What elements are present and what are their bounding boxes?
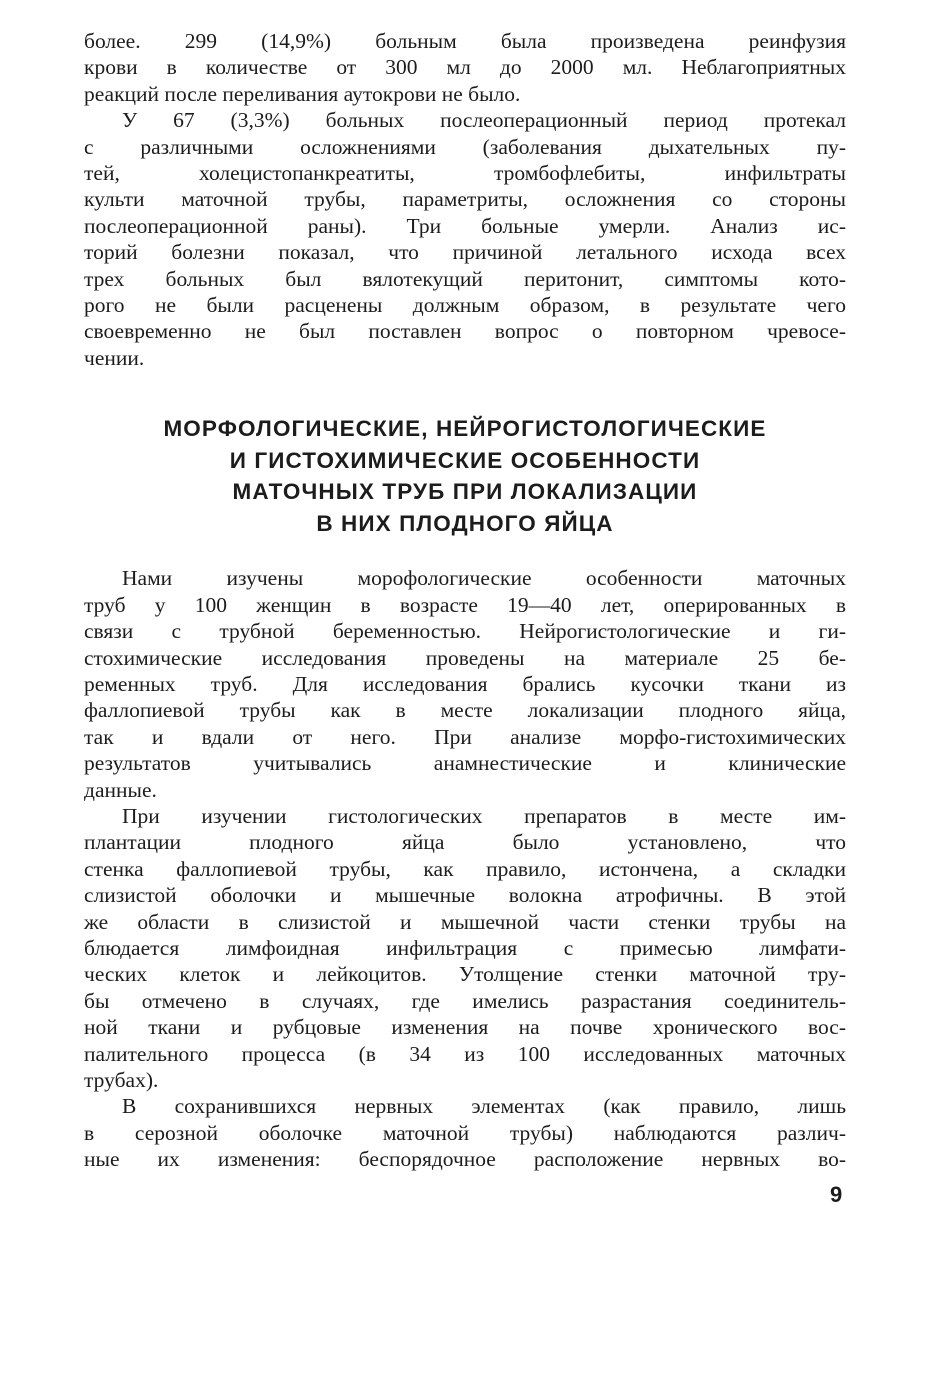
text-line: же области в слизистой и мышечной части стенки трубы на: [84, 909, 846, 934]
text-line: стенка фаллопиевой трубы, как правило, истончена, а складки: [84, 856, 846, 881]
text-line: слизистой оболочки и мышечные волокна атрофичны. В этой: [84, 883, 846, 908]
text-line: У 67 (3,3%) больных послеоперационный период протекал: [122, 108, 846, 133]
text-line: связи с трубной беременностью. Нейрогистологические и ги-: [84, 619, 846, 644]
text-line: так и вдали от него. При анализе морфо-гистохимических: [84, 724, 846, 749]
text-line: ческих клеток и лейкоцитов. Утолщение стенки маточной тру-: [84, 962, 846, 987]
text-line: культи маточной трубы, параметриты, осложнения со стороны: [84, 187, 846, 212]
text-line: фаллопиевой трубы как в месте локализации плодного яйца,: [84, 698, 846, 723]
paragraph-histology: [84, 803, 846, 1093]
paragraph-reinfusion: [84, 28, 846, 107]
text-line: В сохранившихся нервных элементах (как правило, лишь: [122, 1094, 846, 1119]
section-heading: [84, 413, 846, 539]
text-line: тей, холецистопанкреатиты, тромбофлебиты, инфильтраты: [84, 161, 846, 186]
text-line: крови в количестве от 300 мл до 2000 мл. Неблагоприятных: [84, 55, 846, 80]
text-line: ные их изменения: беспорядочное расположение нервных во-: [84, 1147, 846, 1172]
text-line: плантации плодного яйца было установлено, что: [84, 830, 846, 855]
text-line: трех больных был вялотекущий перитонит, симптомы кото-: [84, 266, 846, 291]
text-line: трубах).: [84, 1068, 159, 1092]
text-line: ной ткани и рубцовые изменения на почве хронического вос-: [84, 1015, 846, 1040]
page-number: 9: [830, 1182, 843, 1207]
text-line: палительного процесса (в 34 из 100 исследованных маточных: [84, 1041, 846, 1066]
paragraph-nerve-elements: [84, 1093, 846, 1172]
text-line: чении.: [84, 345, 145, 370]
text-line: При изучении гистологических препаратов в месте им-: [122, 803, 846, 828]
text-line: блюдается лимфоидная инфильтрация с примесью лимфати-: [84, 935, 846, 960]
text-line: рого не были расценены должным образом, в результате чего: [84, 293, 846, 318]
text-line: труб у 100 женщин в возрасте 19—40 лет, оперированных в: [84, 592, 846, 617]
page-body: [84, 28, 846, 1173]
text-line: результатов учитывались анамнестические и клинические: [84, 751, 846, 776]
text-line: с различными осложнениями (заболевания дыхательных пу-: [84, 134, 846, 159]
text-line: послеоперационной раны). Три больные умерли. Анализ ис-: [84, 213, 846, 238]
text-line: реакций после переливания аутокрови не было.: [84, 81, 521, 106]
heading-line: МОРФОЛОГИЧЕСКИЕ, НЕЙРОГИСТОЛОГИЧЕСКИЕ: [163, 416, 767, 442]
text-line: данные.: [84, 777, 157, 802]
paragraph-complications: [84, 107, 846, 371]
text-line: более. 299 (14,9%) больным была произведена реинфузия: [84, 29, 846, 53]
text-line: ременных труб. Для исследования брались кусочки ткани из: [84, 671, 846, 696]
text-line: своевременно не был поставлен вопрос о повторном чревосе-: [84, 319, 846, 344]
text-line: в серозной оболочке маточной трубы) наблюдаются различ-: [84, 1120, 846, 1145]
heading-line: В НИХ ПЛОДНОГО ЯЙЦА: [316, 510, 614, 536]
text-line: торий болезни показал, что причиной летального исхода всех: [84, 240, 846, 265]
text-line: стохимические исследования проведены на материале 25 бе-: [84, 645, 846, 670]
paragraph-study-description: [84, 565, 846, 803]
text-line: Нами изучены морофологические особенности маточных: [122, 566, 846, 591]
heading-line: МАТОЧНЫХ ТРУБ ПРИ ЛОКАЛИЗАЦИИ: [232, 479, 698, 505]
heading-line: И ГИСТОХИМИЧЕСКИЕ ОСОБЕННОСТИ: [229, 447, 701, 473]
text-line: бы отмечено в случаях, где имелись разрастания соединитель-: [84, 988, 846, 1013]
